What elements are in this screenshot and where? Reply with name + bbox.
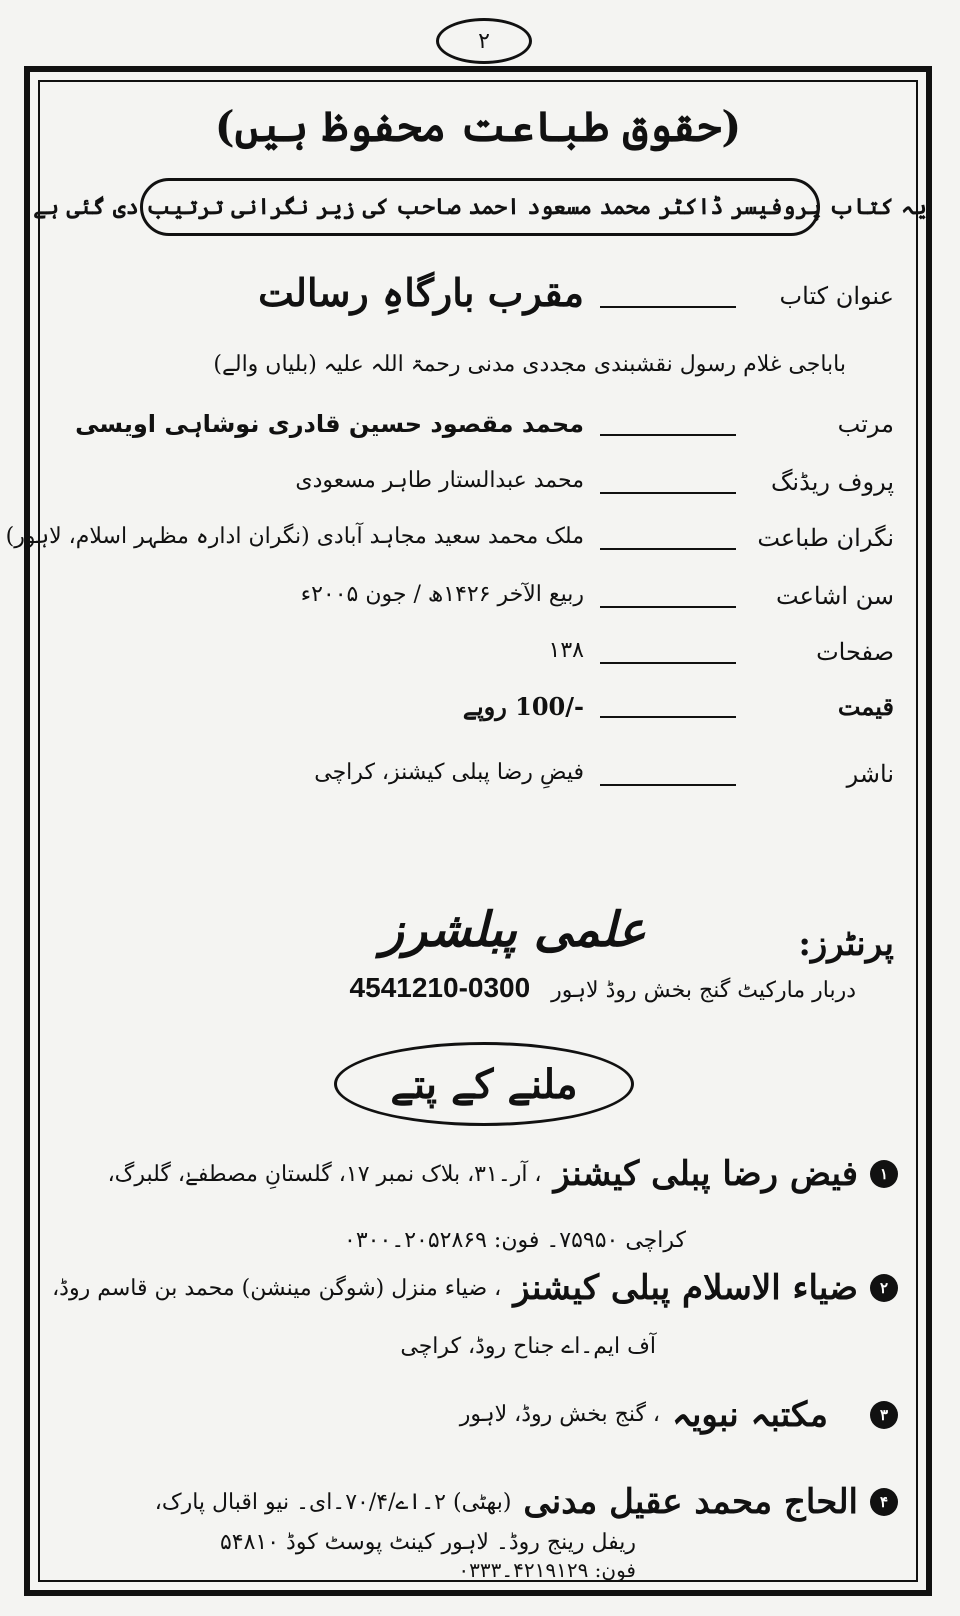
address-1-line-2: کراچی ۷۵۹۵۰۔ فون: ۲۰۵۲۸۶۹۔۰۳۰۰ [344,1228,686,1253]
printers-address: دربار مارکیٹ گنج بخش روڈ لاہور [551,978,856,1003]
date-value: ربیع الآخر ۱۴۲۶ھ / جون ۲۰۰۵ء [300,582,584,607]
address-name: ضیاء الاسلام پبلی کیشنز [513,1268,858,1308]
divider-line [600,606,736,608]
address-line: (بھٹی) ۲۔اے/۷۰/۴۔ای۔ نیو اقبال پارک، [154,1489,512,1515]
printers-address-line [350,972,856,1004]
address-line: ، ضیاء منزل (شوگن مینشن) محمد بن قاسم روڈ، [52,1275,502,1301]
supervisor-value: ملک محمد سعید مجاہد آبادی (نگران ادارہ مظہر اسلام، لاہور) [5,524,584,549]
printers-label: پرنٹرز: [798,924,894,964]
book-title-value: مقرب بارگاہِ رسالت [258,270,584,315]
proof-label: پروف ریڈنگ [770,468,894,496]
divider-line [600,492,736,494]
price-value: -/100 روپے [462,692,584,721]
compiler-value: محمد مقصود حسین قادری نوشاہی اویسی [75,410,584,438]
address-4-line-3: فون: ۴۲۱۹۱۲۹۔۰۳۳۳ [458,1558,636,1582]
price-label: قیمت [837,692,894,721]
row-book-title [62,270,894,330]
printers-phone: 0300-4541210 [349,972,531,1003]
row-publisher [62,760,894,808]
number-badge: ۴ [870,1488,898,1516]
content-frame [5,80,927,1582]
divider-line [600,784,736,786]
supervision-notice: یہ کتاب پروفیسر ڈاکٹر محمد مسعود احمد صاحب کی زیر نگرانی ترتیب دی گئی ہے [140,178,820,236]
page-number: ۲ [436,18,532,64]
publisher-label: ناشر [846,760,894,788]
address-item-2 [52,1268,898,1308]
printers-name: علمی پبلشرز [380,902,646,958]
compiler-label: مرتب [837,410,894,438]
address-2-line-2: آف ایم۔اے جناح روڈ، کراچی [400,1334,656,1359]
address-name: مکتبہ نبویہ [672,1395,828,1435]
divider-line [600,548,736,550]
pages-value: ۱۳۸ [548,638,584,663]
address-name: الحاج محمد عقیل مدنی [523,1482,858,1522]
row-price [62,692,894,740]
address-item-4 [155,1482,898,1522]
address-4-line-2: ریفل رینج روڈ۔ لاہور کینٹ پوسٹ کوڈ ۵۴۸۱۰ [219,1530,636,1555]
row-pages [62,638,894,686]
address-line: ، آر۔۳۱، بلاک نمبر ۱۷، گلستانِ مصطفےٰ، گلبرگ، [107,1161,542,1187]
divider-line [600,306,736,308]
number-badge: ۱ [870,1160,898,1188]
divider-line [600,434,736,436]
pages-label: صفحات [816,638,894,666]
proof-value: محمد عبدالستار طاہر مسعودی [295,468,584,493]
book-title-label: عنوان کتاب [779,282,894,310]
address-line: ، گنج بخش روڈ، لاہور [459,1402,661,1427]
book-subject: باباجی غلام رسول نقشبندی مجددی مدنی رحمۃ اللہ علیہ (بلیاں والے) [213,352,846,377]
address-item-3 [460,1394,898,1435]
row-compiler [62,410,894,458]
number-badge: ۳ [870,1401,898,1429]
publisher-value: فیضِ رضا پبلی کیشنز، کراچی [314,760,584,785]
addresses-heading: ملنے کے پتے [334,1042,634,1126]
copyright-title: (حقوق طباعت محفوظ ہیں) [214,102,742,151]
supervisor-label: نگران طباعت [757,524,894,552]
row-proof-reading [62,468,894,516]
address-item-1 [108,1154,898,1194]
divider-line [600,716,736,718]
date-label: سن اشاعت [776,582,894,610]
address-name: فیض رضا پبلی کیشنز [553,1154,858,1194]
row-print-supervisor [5,524,894,572]
divider-line [600,662,736,664]
row-publication-date [62,582,894,630]
number-badge: ۲ [870,1274,898,1302]
